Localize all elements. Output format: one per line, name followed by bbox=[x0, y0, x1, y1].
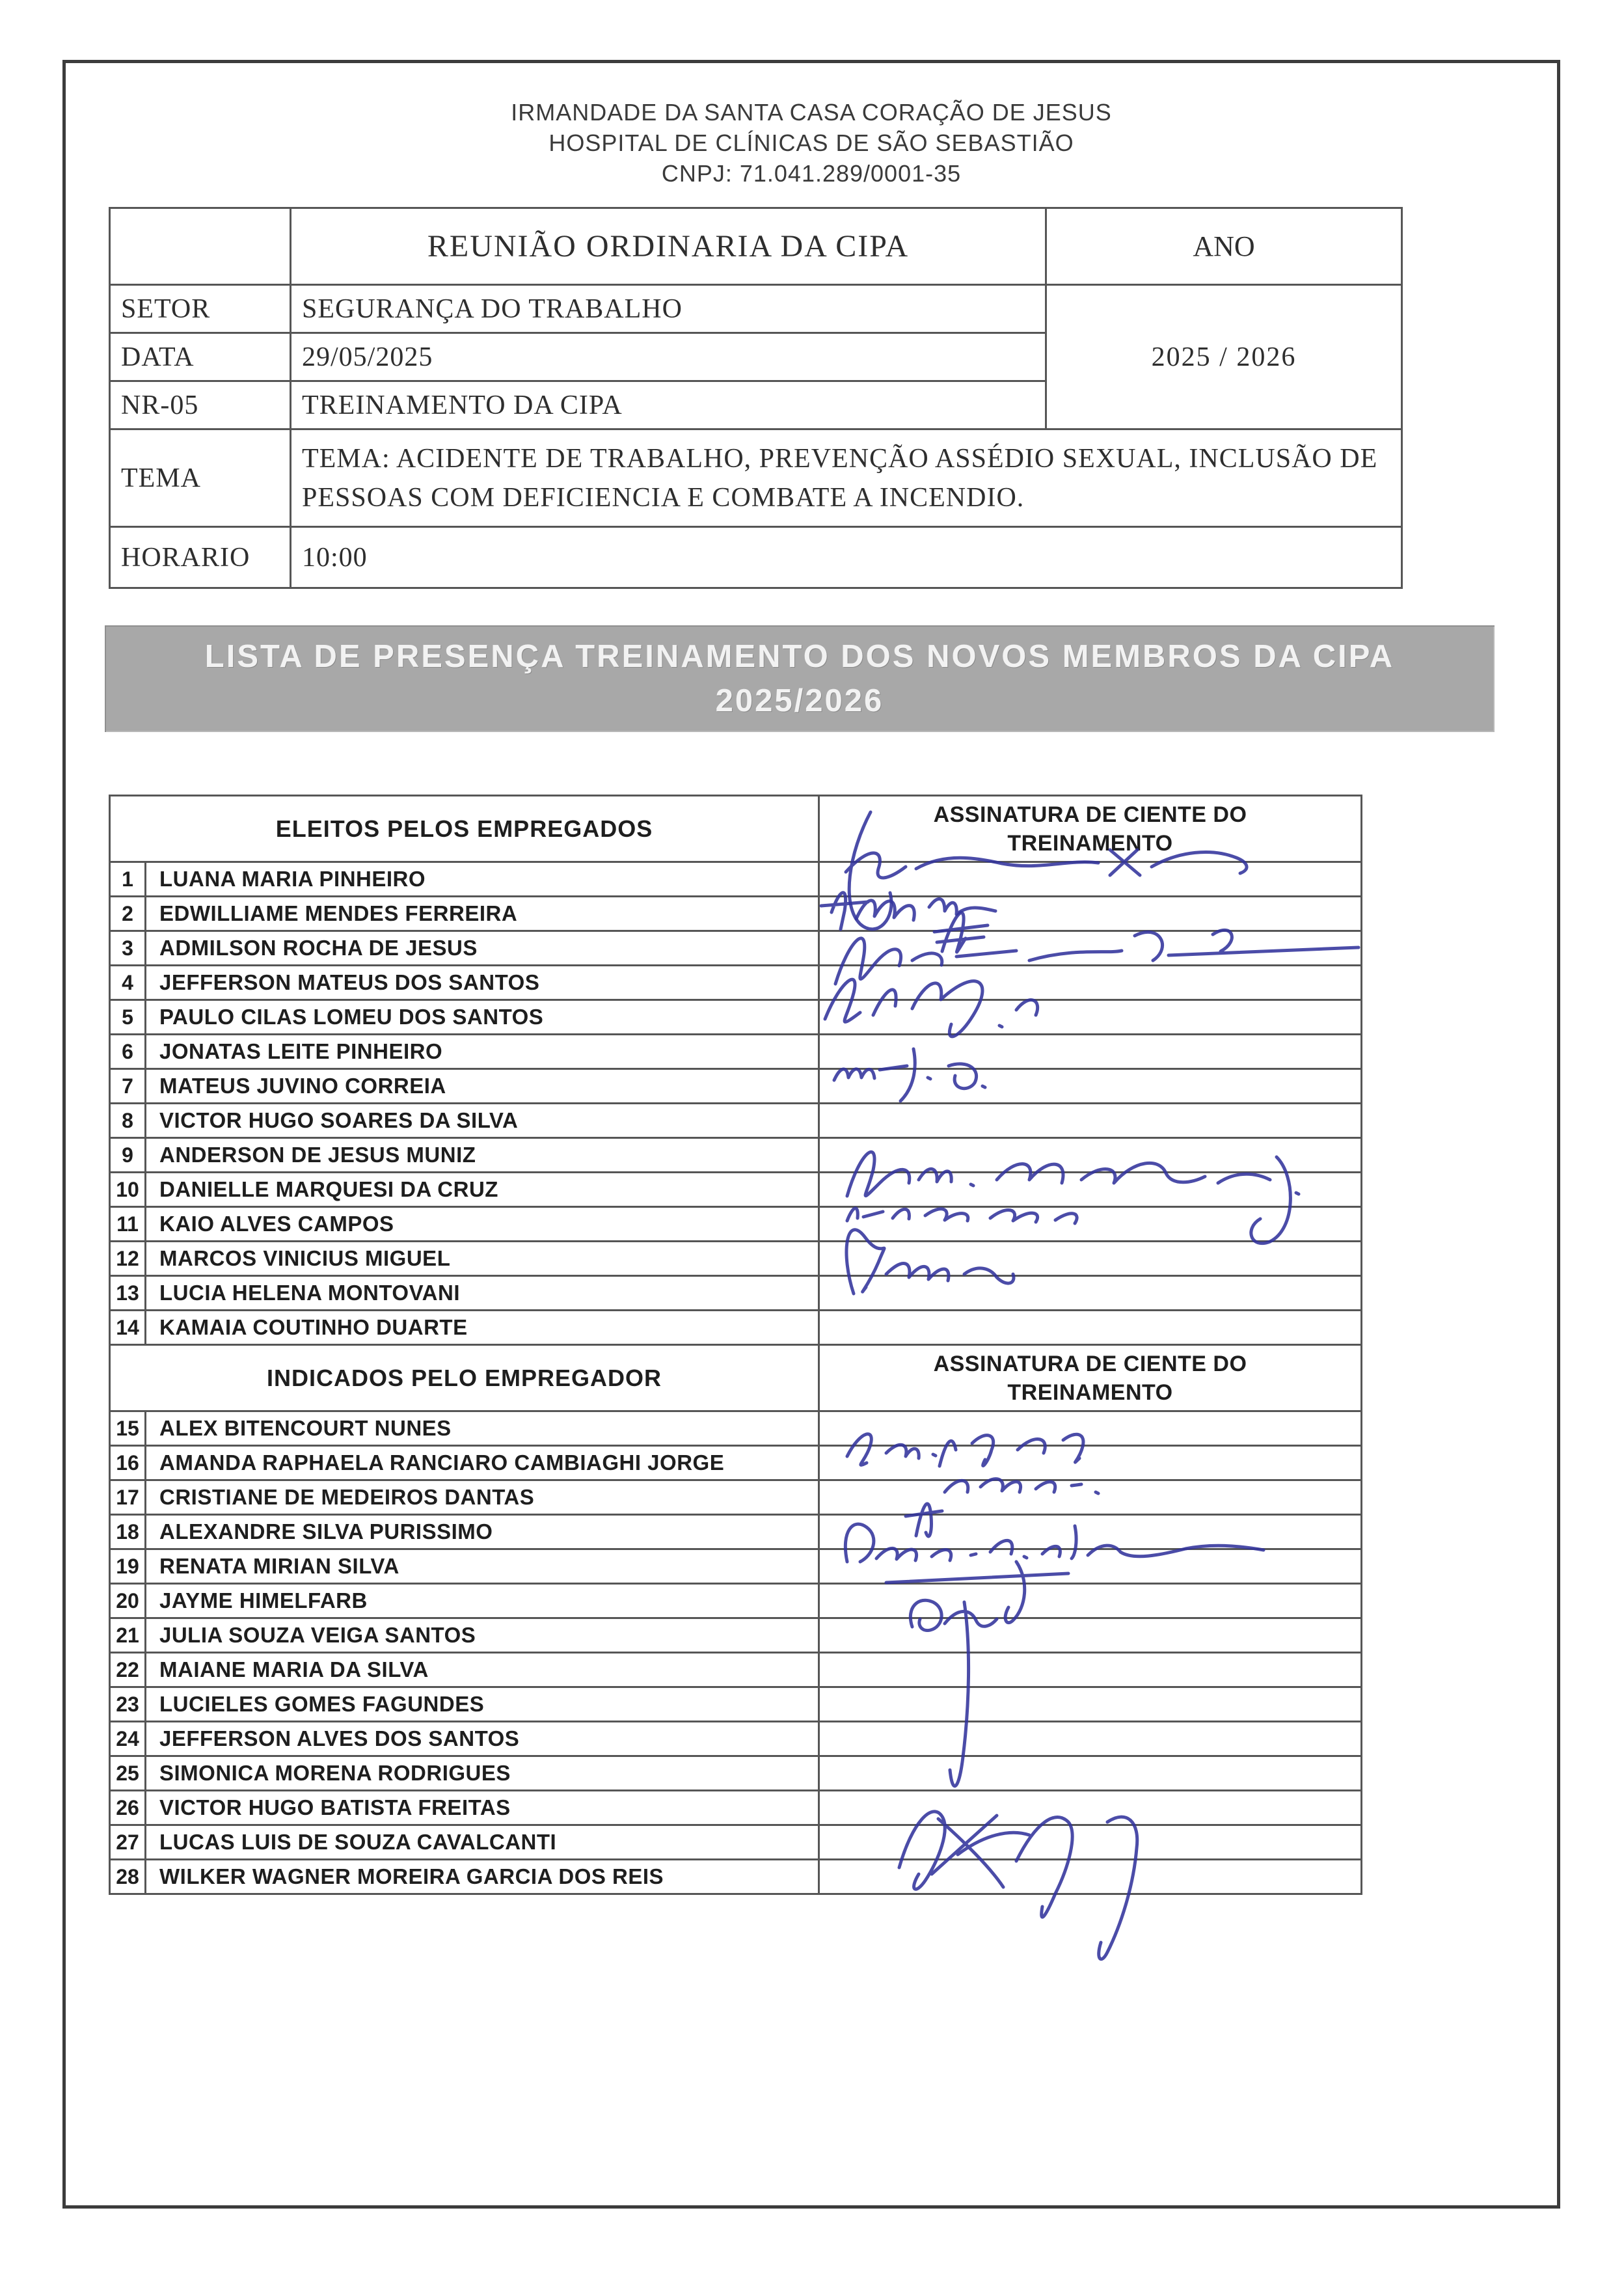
member-number: 27 bbox=[110, 1825, 146, 1860]
member-row bbox=[110, 1035, 1362, 1069]
letterhead-org-name: IRMANDADE DA SANTA CASA CORAÇÃO DE JESUS bbox=[511, 99, 1112, 126]
member-row bbox=[110, 1791, 1362, 1825]
section-title: ELEITOS PELOS EMPREGADOS bbox=[110, 796, 819, 862]
member-name: LUCIA HELENA MONTOVANI bbox=[146, 1276, 819, 1311]
member-row bbox=[110, 1242, 1362, 1276]
member-row bbox=[110, 1722, 1362, 1756]
signature-cell bbox=[819, 1515, 1362, 1549]
member-row bbox=[110, 1618, 1362, 1653]
letterhead bbox=[66, 97, 1557, 189]
member-number: 21 bbox=[110, 1618, 146, 1653]
member-row bbox=[110, 1069, 1362, 1104]
member-row bbox=[110, 1653, 1362, 1687]
signature-cell bbox=[819, 1000, 1362, 1035]
member-name: LUCIELES GOMES FAGUNDES bbox=[146, 1687, 819, 1722]
signature-cell bbox=[819, 1035, 1362, 1069]
meeting-info-table bbox=[109, 207, 1403, 589]
member-name: PAULO CILAS LOMEU DOS SANTOS bbox=[146, 1000, 819, 1035]
member-name: DANIELLE MARQUESI DA CRUZ bbox=[146, 1173, 819, 1207]
member-name: RENATA MIRIAN SILVA bbox=[146, 1549, 819, 1584]
attendance-table bbox=[109, 795, 1362, 1895]
member-name: MAIANE MARIA DA SILVA bbox=[146, 1653, 819, 1687]
meeting-title-row bbox=[110, 208, 1402, 285]
nr05-label: NR-05 bbox=[110, 381, 291, 429]
ano-label: ANO bbox=[1046, 208, 1402, 285]
member-name: VICTOR HUGO BATISTA FREITAS bbox=[146, 1791, 819, 1825]
setor-label: SETOR bbox=[110, 285, 291, 333]
tema-row bbox=[110, 429, 1402, 527]
signature-cell bbox=[819, 1276, 1362, 1311]
member-row bbox=[110, 1173, 1362, 1207]
member-name: SIMONICA MORENA RODRIGUES bbox=[146, 1756, 819, 1791]
signature-cell bbox=[819, 1860, 1362, 1894]
section-header-row bbox=[110, 1345, 1362, 1411]
letterhead-cnpj: CNPJ: 71.041.289/0001-35 bbox=[661, 160, 962, 187]
member-row bbox=[110, 1311, 1362, 1345]
member-row bbox=[110, 862, 1362, 897]
member-number: 4 bbox=[110, 966, 146, 1000]
member-number: 25 bbox=[110, 1756, 146, 1791]
member-row bbox=[110, 1000, 1362, 1035]
member-number: 9 bbox=[110, 1138, 146, 1173]
page-border-frame bbox=[62, 60, 1560, 2209]
signature-cell bbox=[819, 1411, 1362, 1446]
member-name: CRISTIANE DE MEDEIROS DANTAS bbox=[146, 1480, 819, 1515]
member-name: JONATAS LEITE PINHEIRO bbox=[146, 1035, 819, 1069]
member-row bbox=[110, 966, 1362, 1000]
member-name: JEFFERSON ALVES DOS SANTOS bbox=[146, 1722, 819, 1756]
signature-cell bbox=[819, 1549, 1362, 1584]
signature-cell bbox=[819, 1653, 1362, 1687]
ano-value: 2025 / 2026 bbox=[1046, 285, 1402, 429]
signature-cell bbox=[819, 1138, 1362, 1173]
member-row bbox=[110, 1207, 1362, 1242]
member-number: 14 bbox=[110, 1311, 146, 1345]
member-name: MATEUS JUVINO CORREIA bbox=[146, 1069, 819, 1104]
data-value: 29/05/2025 bbox=[291, 333, 1046, 381]
horario-row bbox=[110, 527, 1402, 588]
member-row bbox=[110, 1687, 1362, 1722]
member-name: WILKER WAGNER MOREIRA GARCIA DOS REIS bbox=[146, 1860, 819, 1894]
member-row bbox=[110, 1860, 1362, 1894]
attendance-body bbox=[110, 796, 1362, 1894]
member-number: 18 bbox=[110, 1515, 146, 1549]
member-name: ADMILSON ROCHA DE JESUS bbox=[146, 931, 819, 966]
member-number: 5 bbox=[110, 1000, 146, 1035]
signature-cell bbox=[819, 1311, 1362, 1345]
member-number: 3 bbox=[110, 931, 146, 966]
member-number: 10 bbox=[110, 1173, 146, 1207]
signature-cell bbox=[819, 1687, 1362, 1722]
member-name: KAMAIA COUTINHO DUARTE bbox=[146, 1311, 819, 1345]
member-number: 6 bbox=[110, 1035, 146, 1069]
signature-cell bbox=[819, 1446, 1362, 1480]
member-number: 22 bbox=[110, 1653, 146, 1687]
member-name: ALEX BITENCOURT NUNES bbox=[146, 1411, 819, 1446]
member-number: 2 bbox=[110, 897, 146, 931]
member-row bbox=[110, 1756, 1362, 1791]
member-number: 1 bbox=[110, 862, 146, 897]
signature-cell bbox=[819, 1242, 1362, 1276]
empty-cell bbox=[110, 208, 291, 285]
member-number: 15 bbox=[110, 1411, 146, 1446]
member-number: 8 bbox=[110, 1104, 146, 1138]
member-row bbox=[110, 1515, 1362, 1549]
member-row bbox=[110, 1411, 1362, 1446]
member-name: AMANDA RAPHAELA RANCIARO CAMBIAGHI JORGE bbox=[146, 1446, 819, 1480]
member-row bbox=[110, 897, 1362, 931]
member-name: LUCAS LUIS DE SOUZA CAVALCANTI bbox=[146, 1825, 819, 1860]
member-name: MARCOS VINICIUS MIGUEL bbox=[146, 1242, 819, 1276]
member-row bbox=[110, 1104, 1362, 1138]
signature-cell bbox=[819, 966, 1362, 1000]
member-number: 7 bbox=[110, 1069, 146, 1104]
member-number: 17 bbox=[110, 1480, 146, 1515]
member-row bbox=[110, 1584, 1362, 1618]
signature-cell bbox=[819, 1104, 1362, 1138]
signature-cell bbox=[819, 1207, 1362, 1242]
member-number: 19 bbox=[110, 1549, 146, 1584]
signature-cell bbox=[819, 1584, 1362, 1618]
signature-cell bbox=[819, 1791, 1362, 1825]
member-row bbox=[110, 1480, 1362, 1515]
member-row bbox=[110, 1138, 1362, 1173]
signature-cell bbox=[819, 1480, 1362, 1515]
member-number: 13 bbox=[110, 1276, 146, 1311]
member-number: 20 bbox=[110, 1584, 146, 1618]
signature-cell bbox=[819, 931, 1362, 966]
setor-row bbox=[110, 285, 1402, 333]
member-number: 24 bbox=[110, 1722, 146, 1756]
member-name: LUANA MARIA PINHEIRO bbox=[146, 862, 819, 897]
signature-cell bbox=[819, 897, 1362, 931]
member-row bbox=[110, 1276, 1362, 1311]
setor-value: SEGURANÇA DO TRABALHO bbox=[291, 285, 1046, 333]
banner-title-line2: 2025/2026 bbox=[715, 683, 884, 718]
member-number: 23 bbox=[110, 1687, 146, 1722]
member-number: 26 bbox=[110, 1791, 146, 1825]
meeting-title: REUNIÃO ORDINARIA DA CIPA bbox=[291, 208, 1046, 285]
signature-cell bbox=[819, 1825, 1362, 1860]
member-row bbox=[110, 1446, 1362, 1480]
member-name: JULIA SOUZA VEIGA SANTOS bbox=[146, 1618, 819, 1653]
section-title: INDICADOS PELO EMPREGADOR bbox=[110, 1345, 819, 1411]
member-name: KAIO ALVES CAMPOS bbox=[146, 1207, 819, 1242]
member-number: 11 bbox=[110, 1207, 146, 1242]
signature-cell bbox=[819, 1173, 1362, 1207]
signature-cell bbox=[819, 862, 1362, 897]
nr05-value: TREINAMENTO DA CIPA bbox=[291, 381, 1046, 429]
member-row bbox=[110, 931, 1362, 966]
signature-column-header: ASSINATURA DE CIENTE DO TREINAMENTO bbox=[819, 1345, 1362, 1411]
member-name: JAYME HIMELFARB bbox=[146, 1584, 819, 1618]
member-number: 28 bbox=[110, 1860, 146, 1894]
data-label: DATA bbox=[110, 333, 291, 381]
tema-value: TEMA: ACIDENTE DE TRABALHO, PREVENÇÃO ASSÉDIO SEXUAL, INCLUSÃO DE PESSOAS COM DEFICIENCIA E COMBATE A INCENDIO. bbox=[291, 429, 1402, 527]
tema-label: TEMA bbox=[110, 429, 291, 527]
horario-value: 10:00 bbox=[291, 527, 1402, 588]
letterhead-hospital: HOSPITAL DE CLÍNICAS DE SÃO SEBASTIÃO bbox=[548, 129, 1074, 156]
member-number: 12 bbox=[110, 1242, 146, 1276]
signature-cell bbox=[819, 1618, 1362, 1653]
member-name: EDWILLIAME MENDES FERREIRA bbox=[146, 897, 819, 931]
member-number: 16 bbox=[110, 1446, 146, 1480]
attendance-banner bbox=[105, 625, 1495, 732]
signature-cell bbox=[819, 1722, 1362, 1756]
banner-title-line1: LISTA DE PRESENÇA TREINAMENTO DOS NOVOS MEMBROS DA CIPA bbox=[204, 639, 1395, 674]
section-header-row bbox=[110, 796, 1362, 862]
member-name: JEFFERSON MATEUS DOS SANTOS bbox=[146, 966, 819, 1000]
member-row bbox=[110, 1825, 1362, 1860]
signature-cell bbox=[819, 1756, 1362, 1791]
member-name: ANDERSON DE JESUS MUNIZ bbox=[146, 1138, 819, 1173]
member-name: ALEXANDRE SILVA PURISSIMO bbox=[146, 1515, 819, 1549]
member-name: VICTOR HUGO SOARES DA SILVA bbox=[146, 1104, 819, 1138]
member-row bbox=[110, 1549, 1362, 1584]
horario-label: HORARIO bbox=[110, 527, 291, 588]
signature-cell bbox=[819, 1069, 1362, 1104]
signature-column-header: ASSINATURA DE CIENTE DO TREINAMENTO bbox=[819, 796, 1362, 862]
